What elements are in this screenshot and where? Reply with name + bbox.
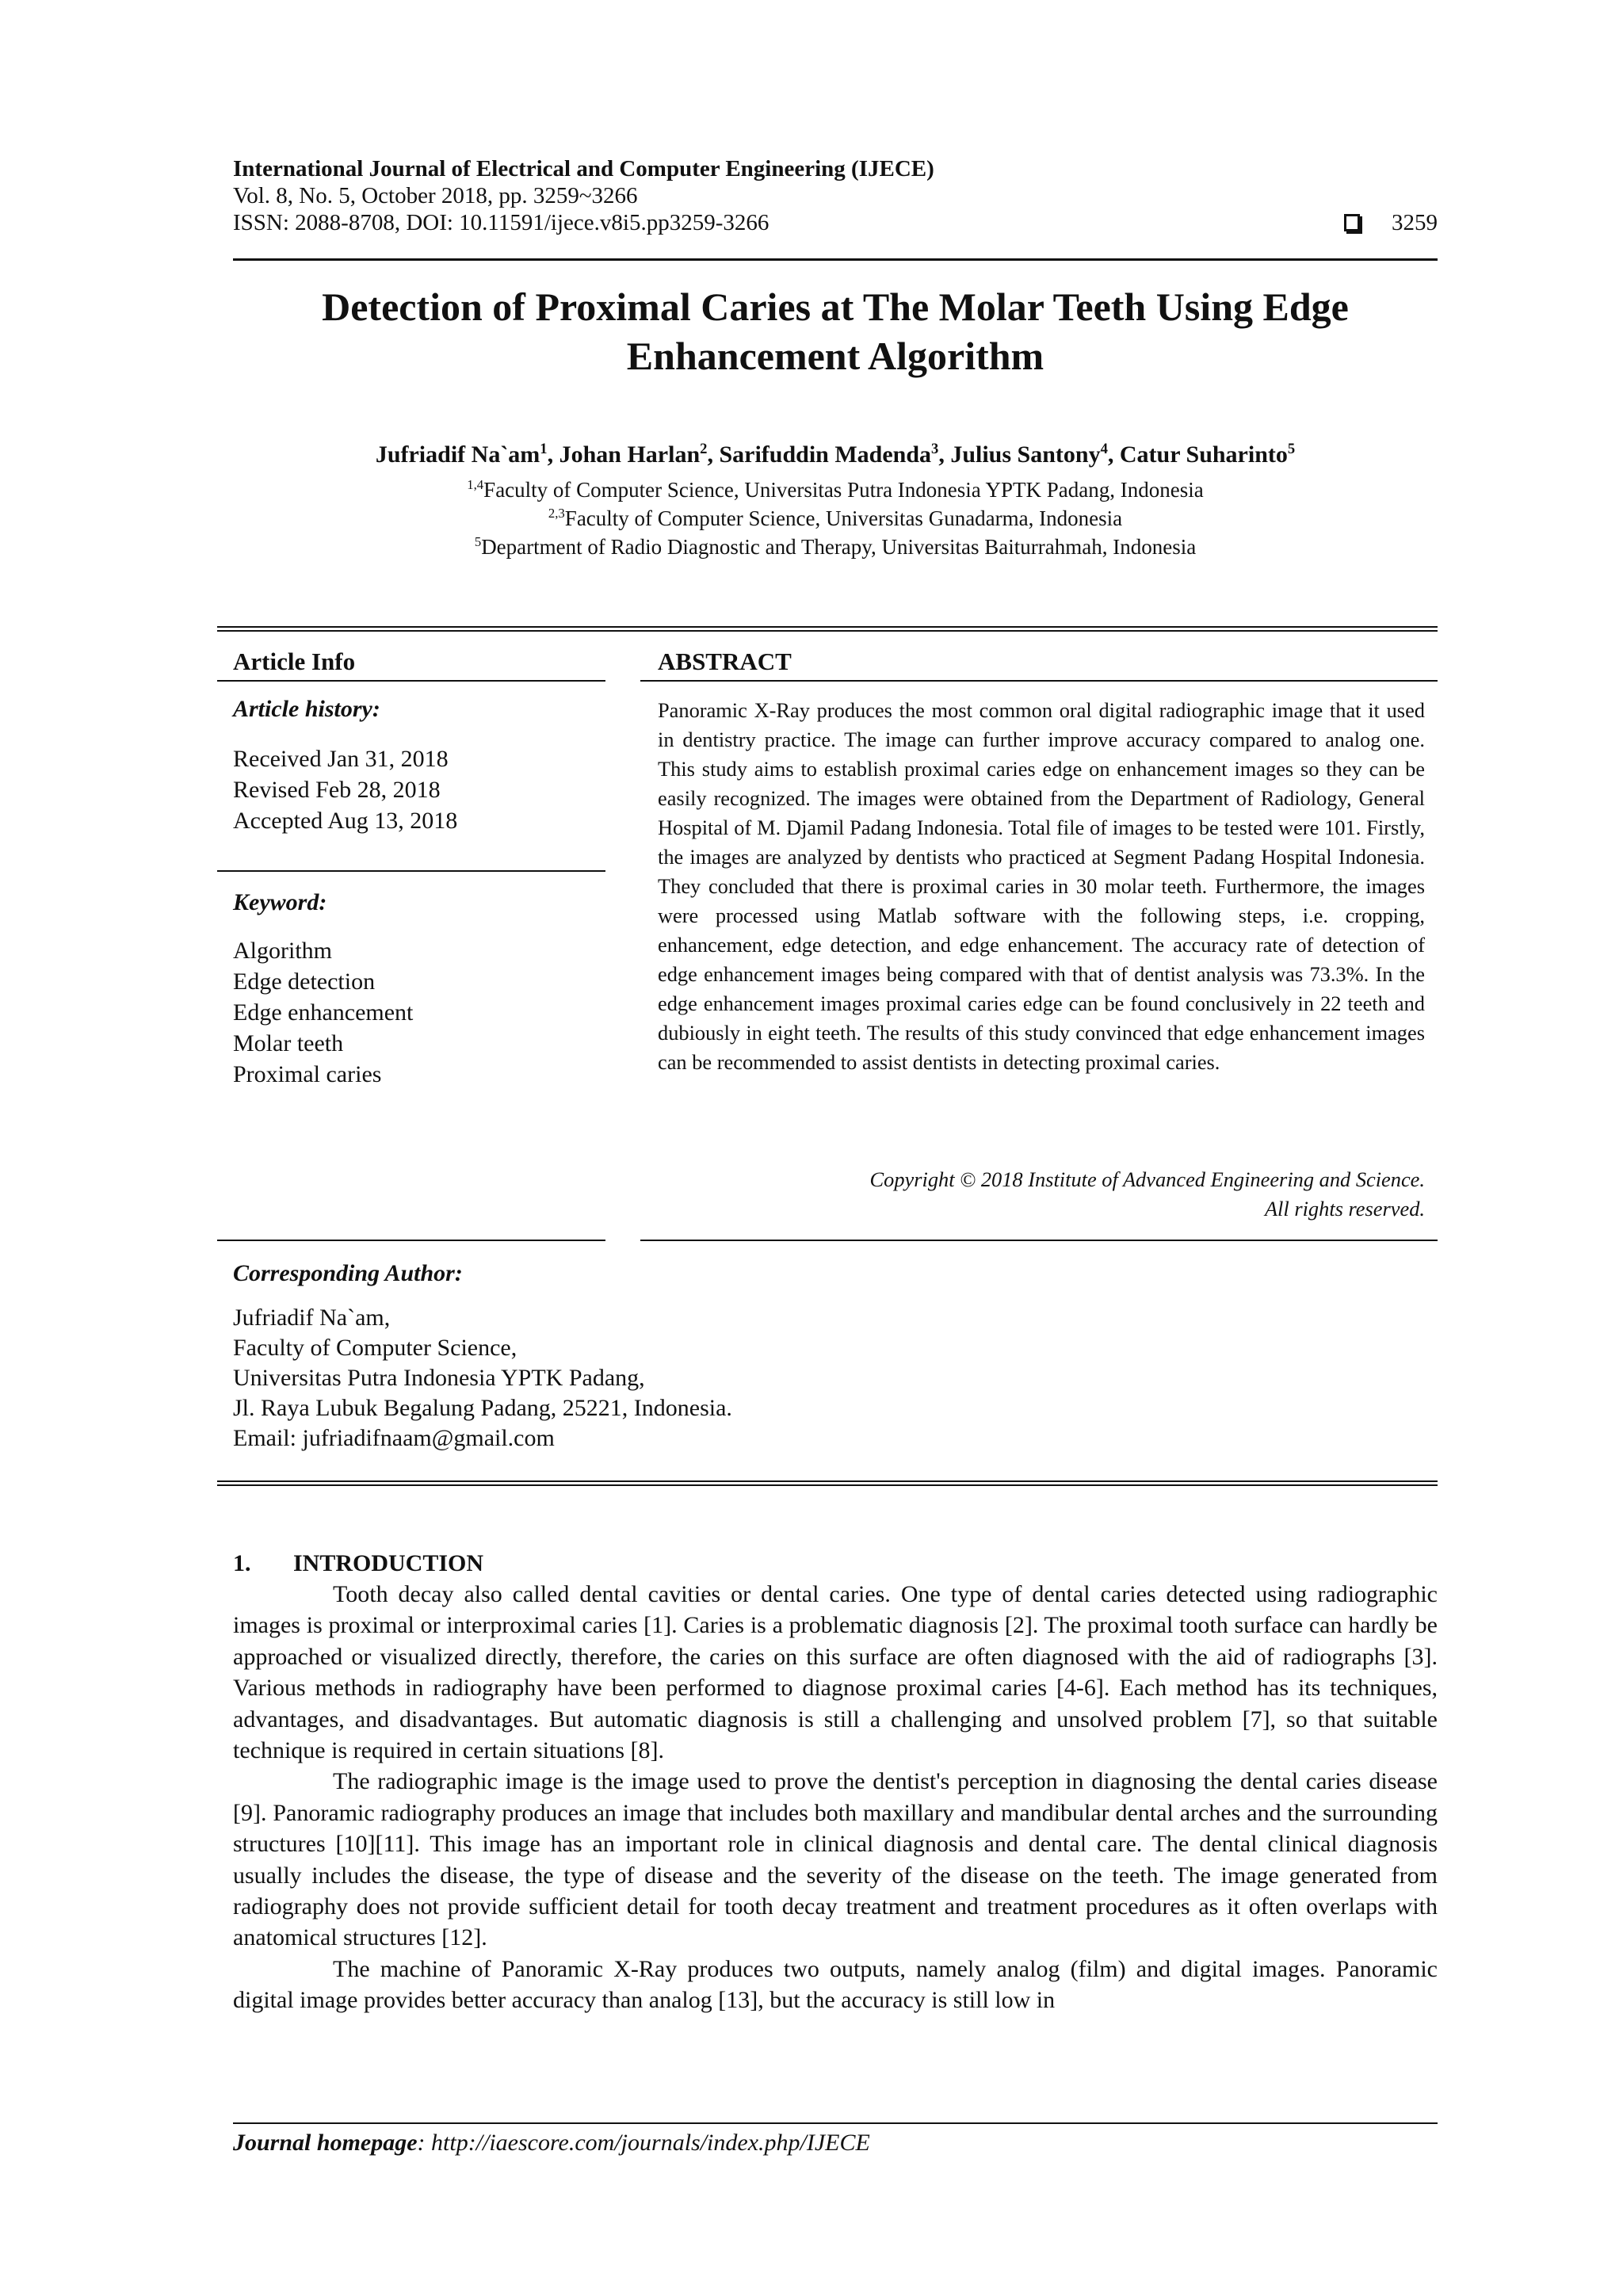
author-address-line: Jufriadif Na`am,: [233, 1305, 391, 1331]
affiliation-text: Faculty of Computer Science, Universitas Gunadarma, Indonesia: [564, 506, 1123, 530]
introduction-body: [233, 1579, 1438, 2016]
article-history-heading: Article history:: [233, 696, 380, 722]
author-name: Catur Suharinto: [1119, 441, 1288, 468]
affiliation-marker: 5: [474, 534, 482, 549]
author-address-line: Faculty of Computer Science,: [233, 1335, 517, 1361]
article-history: [233, 743, 605, 836]
affiliation-marker: 2,3: [548, 506, 565, 521]
author-affiliation-marker: 1: [540, 441, 548, 457]
author-affiliation-marker: 4: [1100, 441, 1108, 457]
keyword-heading: Keyword:: [233, 889, 327, 915]
article-info-rule: [217, 680, 605, 682]
paper-title: Detection of Proximal Caries at The Molar Teeth Using Edge Enhancement Algorithm: [322, 285, 1349, 378]
author-name: Jufriadif Na`am: [375, 441, 540, 468]
keyword: Algorithm: [233, 938, 332, 964]
corresponding-author-details: [233, 1303, 946, 1454]
author-affiliation-marker: 2: [700, 441, 708, 457]
history-rule: [217, 870, 605, 872]
author-name: Johan Harlan: [559, 441, 701, 468]
abstract-bottom-rule: [640, 1240, 1438, 1241]
journal-header: [233, 155, 1438, 236]
article-info-heading: Article Info: [233, 648, 356, 675]
journal-volume: Vol. 8, No. 5, October 2018, pp. 3259~3266: [233, 183, 638, 208]
author-affiliation-marker: 5: [1287, 441, 1296, 457]
keyword: Edge detection: [233, 968, 376, 995]
rights-line: All rights reserved.: [1264, 1197, 1425, 1221]
author-email: Email: jufriadifnaam@gmail.com: [233, 1425, 555, 1451]
keyword: Proximal caries: [233, 1061, 382, 1087]
affiliation: [233, 476, 1438, 504]
journal-footer: [233, 2129, 870, 2157]
header-rule: [233, 258, 1438, 261]
author-name: Julius Santony: [950, 441, 1101, 468]
abstract-rule: [640, 680, 1438, 682]
info-top-rule-2: [217, 630, 1438, 632]
journal-homepage-link[interactable]: : http://iaescore.com/journals/index.php/IJECE: [417, 2130, 870, 2156]
section-heading-introduction: [233, 1549, 483, 1579]
affiliation: [233, 533, 1438, 561]
info-bottom-rule-2: [217, 1484, 1438, 1486]
keyword-list: [233, 935, 605, 1090]
copyright-line: Copyright © 2018 Institute of Advanced Engineering and Science.: [869, 1167, 1425, 1191]
author-address-line: Universitas Putra Indonesia YPTK Padang,: [233, 1365, 645, 1391]
section-title: INTRODUCTION: [293, 1550, 484, 1576]
author-separator: ,: [1107, 441, 1120, 468]
author-separator: ,: [938, 441, 951, 468]
page-number: 3259: [1392, 210, 1438, 235]
abstract-text: Panoramic X-Ray produces the most common oral digital radiographic image that it used in dentistry practice. The image can further improve accuracy compared to analog one. This study aims to establish proximal caries edge on enhancement images so they can be easily recognized. The images were obtained from the Department of Radiology, General Hospital of M. Djamil Padang Indonesia. Total file of images to be tested were 101. Firstly, the images are analyzed by dentists who practiced at Segment Padang Hospital Indonesia. They concluded that there is proximal caries in 30 molar teeth. Furthermore, the images were processed using Matlab software with the following steps, i.e. cropping, enhancement, edge detection, and edge enhancement. The accuracy rate of detection of edge enhancement images being compared with that of dentist analysis was 73.3%. In the edge enhancement images proximal caries edge can be found conclusively in 22 teeth and dubiously in eight teeth. The results of this study convinced that edge enhancement images can be recommended to assist dentists in detecting proximal caries.: [658, 698, 1425, 1074]
keyword: Edge enhancement: [233, 999, 414, 1026]
affiliation-list: [233, 476, 1438, 561]
footer-label: Journal homepage: [233, 2130, 418, 2156]
affiliation: [233, 504, 1438, 533]
affiliation-text: Faculty of Computer Science, Universitas Putra Indonesia YPTK Padang, Indonesia: [483, 478, 1204, 502]
author-list: [233, 441, 1438, 469]
info-bottom-rule: [217, 1480, 1438, 1482]
author-affiliation-marker: 3: [931, 441, 939, 457]
checkbox-icon: [1344, 214, 1360, 231]
paragraph: The radiographic image is the image used to prove the dentist's perception in diagnosing the dental caries disease [9]. Panoramic radiography produces an image that includes both maxillary and mandibular dental arches and the surrounding structures [10][11]. This image has an important role in clinical diagnosis and dental care. The dental clinical diagnosis usually includes the disease, the type of disease and the severity of the disease on the teeth. The image generated from radiography does not provide sufficient detail for tooth decay treatment and treatment procedures as it often overlaps with anatomical structures [12].: [233, 1768, 1438, 1951]
affiliation-text: Department of Radio Diagnostic and Therapy, Universitas Baiturrahmah, Indonesia: [481, 535, 1197, 559]
abstract-heading: ABSTRACT: [658, 648, 792, 675]
author-name: Sarifuddin Madenda: [719, 441, 932, 468]
keyword-rule: [217, 1240, 605, 1241]
accepted-date: Accepted Aug 13, 2018: [233, 808, 458, 834]
paragraph: The machine of Panoramic X-Ray produces two outputs, namely analog (film) and digital images. Panoramic digital image provides better accuracy than analog [13], but the accuracy is still low in: [233, 1955, 1438, 2014]
corresponding-author-heading: Corresponding Author:: [233, 1260, 463, 1286]
received-date: Received Jan 31, 2018: [233, 746, 449, 772]
journal-title: International Journal of Electrical and Computer Engineering (IJECE): [233, 156, 934, 181]
keyword: Molar teeth: [233, 1030, 344, 1056]
section-number: 1.: [233, 1550, 251, 1576]
author-separator: ,: [547, 441, 559, 468]
author-address-line: Jl. Raya Lubuk Begalung Padang, 25221, Indonesia.: [233, 1395, 732, 1421]
copyright-notice: [658, 1165, 1425, 1224]
info-top-rule: [217, 626, 1438, 628]
footer-rule: [233, 2122, 1438, 2124]
affiliation-marker: 1,4: [467, 477, 484, 492]
journal-issn: ISSN: 2088-8708, DOI: 10.11591/ijece.v8i5.pp3259-3266: [233, 210, 769, 235]
revised-date: Revised Feb 28, 2018: [233, 777, 441, 803]
paragraph: Tooth decay also called dental cavities or dental caries. One type of dental caries detected using radiographic images is proximal or interproximal caries [1]. Caries is a problematic diagnosis [2]. The proximal tooth surface can hardly be approached or visualized directly, therefore, the caries on this surface are often diagnosed with the aid of radiographs [3]. Various methods in radiography have been performed to diagnose proximal caries [4-6]. Each method has its techniques, advantages, and disadvantages. But automatic diagnosis is still a challenging and unsolved problem [7], so that suitable technique is required in certain situations [8].: [233, 1581, 1438, 1764]
author-separator: ,: [707, 441, 720, 468]
